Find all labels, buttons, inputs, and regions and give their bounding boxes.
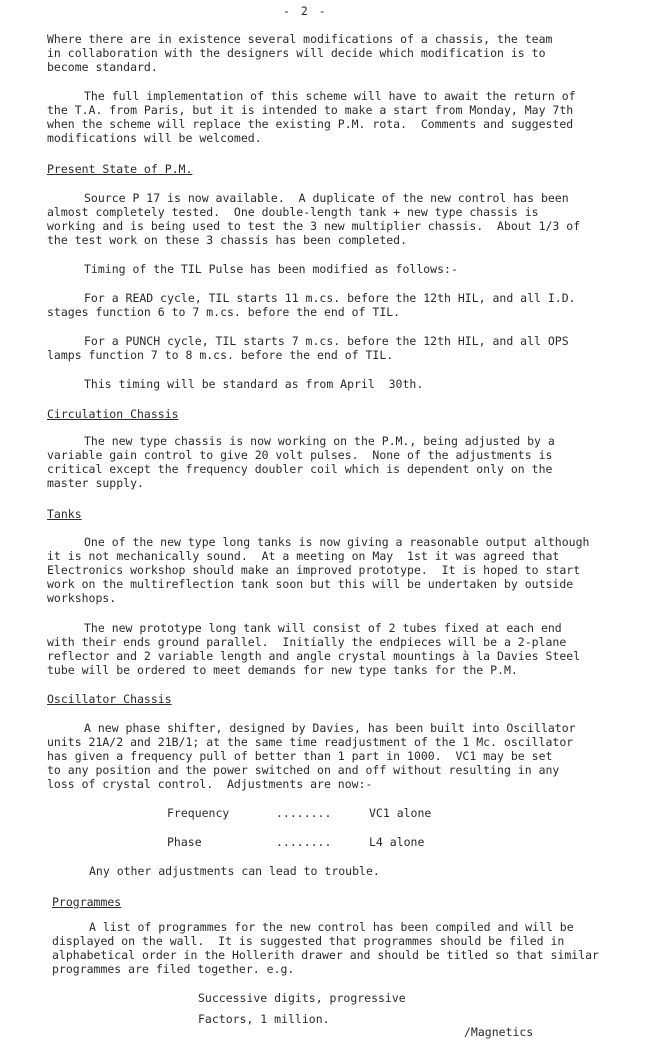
present-state-p5: This timing will be standard as from April 30th. [84, 377, 424, 391]
present-state-p3-line-2: stages function 6 to 7 m.cs. before the end of TIL. [47, 305, 401, 319]
programmes-p1-line-4: programmes are filed together. e.g. [52, 962, 295, 976]
section-heading-present-state: Present State of P.M. [47, 162, 193, 176]
present-state-p4-line-2: lamps function 7 to 8 m.cs. before the end of TIL. [47, 348, 394, 362]
adjustment-frequency-dots: ........ [276, 806, 332, 820]
intro-p2-line-2: the T.A. from Paris, but it is intended to make a start from Monday, May 7th [47, 103, 574, 117]
circulation-p1-line-3: critical except the frequency doubler coil which is dependent only on the [47, 462, 553, 476]
adjustment-frequency-value: VC1 alone [369, 806, 432, 820]
section-heading-tanks: Tanks [47, 507, 82, 521]
oscillator-p1-line-4: to any position and the power switched on and off without resulting in any [47, 763, 560, 777]
present-state-p1-line-4: the test work on these 3 chassis has been completed. [47, 233, 408, 247]
catchword: /Magnetics [464, 1025, 534, 1039]
page-number: - 2 - [283, 4, 328, 18]
tanks-p1-line-3: Electronics workshop should make an improved prototype. It is hoped to start [47, 563, 581, 577]
programme-example-2: Factors, 1 million. [198, 1012, 330, 1026]
present-state-p4-line-1: For a PUNCH cycle, TIL starts 7 m.cs. before the 12th HIL, and all OPS [84, 334, 569, 348]
adjustment-phase-value: L4 alone [369, 835, 425, 849]
programmes-p1-line-2: displayed on the wall. It is suggested that programmes should be filed in [52, 934, 565, 948]
section-heading-circulation: Circulation Chassis [47, 407, 179, 421]
section-heading-oscillator: Oscillator Chassis [47, 692, 172, 706]
tanks-p2-line-1: The new prototype long tank will consist of 2 tubes fixed at each end [84, 621, 562, 635]
tanks-p1-line-2: it is not mechanically sound. At a meeting on May 1st it was agreed that [47, 549, 560, 563]
programme-example-1: Successive digits, progressive [198, 991, 406, 1005]
intro-p1-line-3: become standard. [47, 60, 158, 74]
intro-p1-line-1: Where there are in existence several modifications of a chassis, the team [47, 32, 553, 46]
section-heading-programmes: Programmes [52, 895, 122, 909]
oscillator-p1-line-5: loss of crystal control. Adjustments are now:- [47, 777, 373, 791]
circulation-p1-line-1: The new type chassis is now working on the P.M., being adjusted by a [84, 434, 555, 448]
intro-p1-line-2: in collaboration with the designers will decide which modification is to [47, 46, 546, 60]
present-state-p1-line-2: almost completely tested. One double-length tank + new type chassis is [47, 205, 539, 219]
intro-p2-line-4: modifications will be welcomed. [47, 131, 262, 145]
tanks-p2-line-4: tube will be ordered to meet demands for new type tanks for the P.M. [47, 663, 518, 677]
tanks-p1-line-1: One of the new type long tanks is now giving a reasonable output although [84, 535, 590, 549]
intro-p2-line-1: The full implementation of this scheme will have to await the return of [84, 89, 576, 103]
adjustment-frequency-name: Frequency [167, 806, 230, 820]
tanks-p2-line-2: with their ends ground parallel. Initially the endpieces will be a 2-plane [47, 635, 567, 649]
oscillator-p1-line-1: A new phase shifter, designed by Davies, has been built into Oscillator [84, 721, 576, 735]
circulation-p1-line-2: variable gain control to give 20 volt pulses. None of the adjustments is [47, 448, 553, 462]
adjustment-phase-name: Phase [167, 835, 202, 849]
oscillator-p1-line-3: has given a frequency pull of better than 1 part in 1000. VC1 may be set [47, 749, 553, 763]
present-state-p3-line-1: For a READ cycle, TIL starts 11 m.cs. before the 12th HIL, and all I.D. [84, 291, 576, 305]
present-state-p1-line-3: working and is being used to test the 3 new multiplier chassis. About 1/3 of [47, 219, 581, 233]
tanks-p1-line-4: work on the multireflection tank soon but this will be undertaken by outside [47, 577, 574, 591]
present-state-p2: Timing of the TIL Pulse has been modified as follows:- [84, 262, 458, 276]
tanks-p2-line-3: reflector and 2 variable length and angle crystal mountings à la Davies Steel [47, 649, 581, 663]
oscillator-p2: Any other adjustments can lead to trouble. [89, 864, 380, 878]
circulation-p1-line-4: master supply. [47, 476, 144, 490]
programmes-p1-line-3: alphabetical order in the Hollerith drawer and should be titled so that similar [52, 948, 599, 962]
intro-p2-line-3: when the scheme will replace the existing P.M. rota. Comments and suggested [47, 117, 574, 131]
adjustment-phase-dots: ........ [276, 835, 332, 849]
tanks-p1-line-5: workshops. [47, 591, 117, 605]
oscillator-p1-line-2: units 21A/2 and 21B/1; at the same time readjustment of the 1 Mc. oscillator [47, 735, 574, 749]
programmes-p1-line-1: A list of programmes for the new control has been compiled and will be [89, 920, 574, 934]
present-state-p1-line-1: Source P 17 is now available. A duplicate of the new control has been [84, 191, 569, 205]
